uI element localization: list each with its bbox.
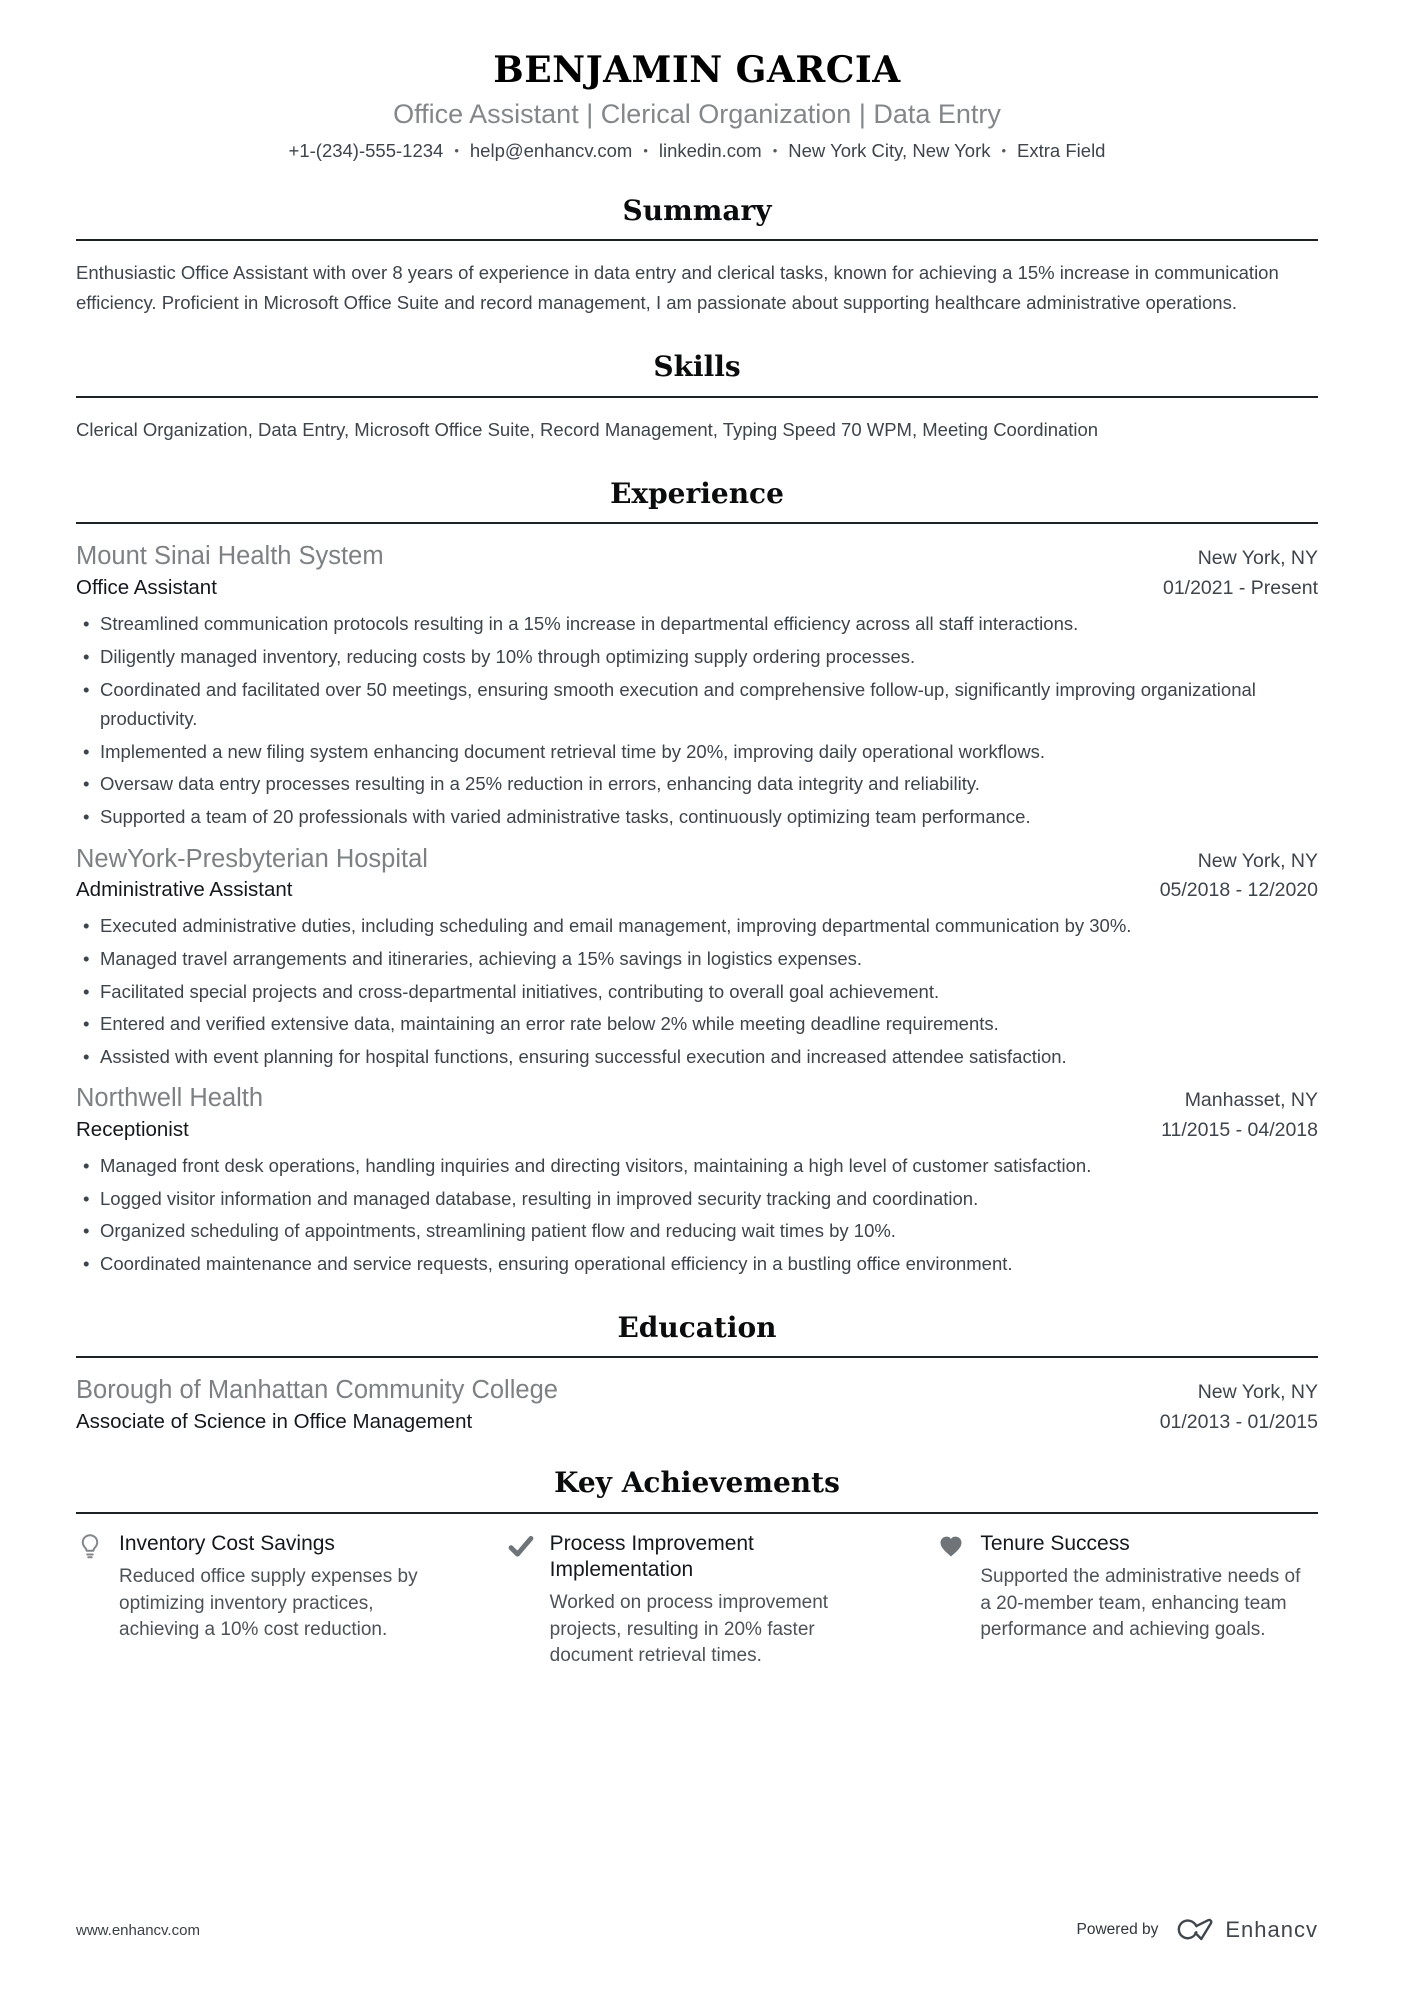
section-summary	[76, 194, 1318, 319]
job-bullet: • Diligently managed inventory, reducing costs by 10% through optimizing supply ordering processes.	[100, 642, 1318, 672]
dot-separator: •	[772, 142, 778, 158]
extra-field-text: Extra Field	[1017, 139, 1106, 161]
dot-separator: •	[643, 142, 648, 158]
education-dates: 01/2013 - 01/2015	[1159, 1411, 1318, 1434]
job-title: Receptionist	[76, 1118, 189, 1142]
phone-number: +1-(234)-555-1234	[288, 139, 444, 161]
school-name: Borough of Manhattan Community College	[76, 1376, 558, 1405]
resume-header	[76, 50, 1318, 162]
job-title: Office Assistant	[76, 576, 217, 600]
education-heading: Education	[617, 1310, 777, 1344]
website-link: www.enhancv.com	[76, 1921, 200, 1939]
section-divider	[76, 1356, 1318, 1358]
heart-icon	[937, 1531, 967, 1565]
job-bullet: • Entered and verified extensive data, maintaining an error rate below 2% while meeting deadline requirements.	[100, 1009, 1318, 1039]
summary-heading: Summary	[622, 193, 772, 227]
dot-separator: •	[454, 142, 459, 158]
job-dates: 05/2018 - 12/2020	[1159, 879, 1318, 902]
job-location: Manhasset, NY	[1184, 1089, 1318, 1112]
job-bullet-list	[76, 609, 1318, 831]
education-entry	[76, 1375, 1318, 1434]
candidate-name: BENJAMIN GARCIA	[493, 49, 901, 91]
location-text: New York City, New York	[788, 139, 991, 161]
candidate-headline: Office Assistant | Clerical Organization | Data Entry	[393, 99, 1001, 130]
section-skills	[76, 350, 1318, 445]
job-bullet-list	[76, 911, 1318, 1071]
achievement-title: Process Improvement Implementation	[549, 1531, 754, 1581]
job-dates: 01/2021 - Present	[1162, 577, 1318, 600]
infinity-logo-icon	[1174, 1915, 1216, 1945]
job-bullet: • Logged visitor information and managed database, resulting in improved security tracking and coordination.	[100, 1184, 1318, 1214]
section-education	[76, 1311, 1318, 1434]
job-location: New York, NY	[1197, 547, 1318, 570]
lightbulb-icon	[76, 1531, 106, 1565]
section-experience	[76, 477, 1318, 1279]
section-divider	[76, 1512, 1318, 1514]
job-location: New York, NY	[1197, 849, 1318, 872]
job-bullet: • Organized scheduling of appointments, streamlining patient flow and reducing wait times by 10%.	[100, 1216, 1318, 1246]
company-name: NewYork-Presbyterian Hospital	[76, 844, 428, 873]
job-bullet: • Coordinated and facilitated over 50 meetings, ensuring smooth execution and comprehensive follow-up, significantly improving organizational productivity.	[100, 675, 1318, 734]
page-footer	[76, 1915, 1318, 1945]
summary-text: Enthusiastic Office Assistant with over 8 years of experience in data entry and clerical tasks, known for achieving a 15% increase in communication efficiency. Proficient in Microsoft Office Suite and record management, I am passionate about supporting healthcare administrative operations.	[76, 262, 1279, 314]
achievement-description: Reduced office supply expenses by optimizing inventory practices, achieving a 10% cost reduction.	[119, 1565, 418, 1641]
achievement-description: Supported the administrative needs of a 20-member team, enhancing team performance and achieving goals.	[980, 1565, 1301, 1641]
school-location: New York, NY	[1197, 1381, 1318, 1404]
achievements-grid	[76, 1531, 1318, 1670]
job-bullet: • Facilitated special projects and cross-departmental initiatives, contributing to overall goal achievement.	[100, 977, 1318, 1007]
achievement-description: Worked on process improvement projects, resulting in 20% faster document retrieval times.	[549, 1592, 829, 1667]
experience-heading: Experience	[610, 476, 784, 510]
section-divider	[76, 239, 1318, 241]
job-bullet: • Executed administrative duties, including scheduling and email management, improving departmental communication by 30%.	[100, 911, 1318, 941]
powered-by	[1077, 1915, 1318, 1945]
degree-name: Associate of Science in Office Management	[76, 1410, 473, 1434]
skills-text: Clerical Organization, Data Entry, Microsoft Office Suite, Record Management, Typing Speed 70 WPM, Meeting Coordination	[76, 418, 1099, 440]
company-name: Mount Sinai Health System	[76, 542, 384, 571]
job-bullet: • Oversaw data entry processes resulting in a 25% reduction in errors, enhancing data integrity and reliability.	[100, 769, 1318, 799]
achievements-heading: Key Achievements	[554, 1466, 840, 1500]
achievement-title: Inventory Cost Savings	[119, 1531, 335, 1555]
job-bullet: • Managed travel arrangements and itineraries, achieving a 15% savings in logistics expenses.	[100, 944, 1318, 974]
job-bullet: • Assisted with event planning for hospital functions, ensuring successful execution and increased attendee satisfaction.	[100, 1042, 1318, 1072]
check-icon	[507, 1531, 537, 1565]
experience-entry	[76, 1083, 1318, 1278]
enhancv-logo	[1174, 1915, 1318, 1945]
job-bullet: • Managed front desk operations, handling inquiries and directing visitors, maintaining a high level of customer satisfaction.	[100, 1151, 1318, 1181]
linkedin-link: linkedin.com	[658, 139, 762, 161]
section-achievements	[76, 1466, 1318, 1670]
email-address: help@enhancv.com	[469, 139, 633, 161]
achievement-title: Tenure Success	[980, 1531, 1130, 1555]
brand-name: Enhancv	[1225, 1917, 1318, 1942]
achievement-card	[937, 1531, 1318, 1670]
experience-entry	[76, 844, 1318, 1072]
section-divider	[76, 522, 1318, 524]
achievement-card	[507, 1531, 888, 1670]
achievement-card	[76, 1531, 457, 1670]
contact-line	[76, 140, 1318, 162]
job-title: Administrative Assistant	[76, 878, 293, 902]
experience-entry	[76, 541, 1318, 831]
job-bullet: • Coordinated maintenance and service requests, ensuring operational efficiency in a bustling office environment.	[100, 1249, 1318, 1279]
powered-by-label: Powered by	[1076, 1921, 1159, 1938]
job-bullet: • Supported a team of 20 professionals with varied administrative tasks, continuously optimizing team performance.	[100, 802, 1318, 832]
section-divider	[76, 396, 1318, 398]
company-name: Northwell Health	[76, 1084, 264, 1113]
dot-separator: •	[1001, 142, 1007, 158]
skills-heading: Skills	[653, 350, 741, 384]
job-bullet-list	[76, 1151, 1318, 1278]
job-bullet: • Implemented a new filing system enhancing document retrieval time by 20%, improving daily operational workflows.	[100, 737, 1318, 767]
job-bullet: • Streamlined communication protocols resulting in a 15% increase in departmental efficiency across all staff interactions.	[100, 609, 1318, 639]
job-dates: 11/2015 - 04/2018	[1161, 1119, 1318, 1142]
